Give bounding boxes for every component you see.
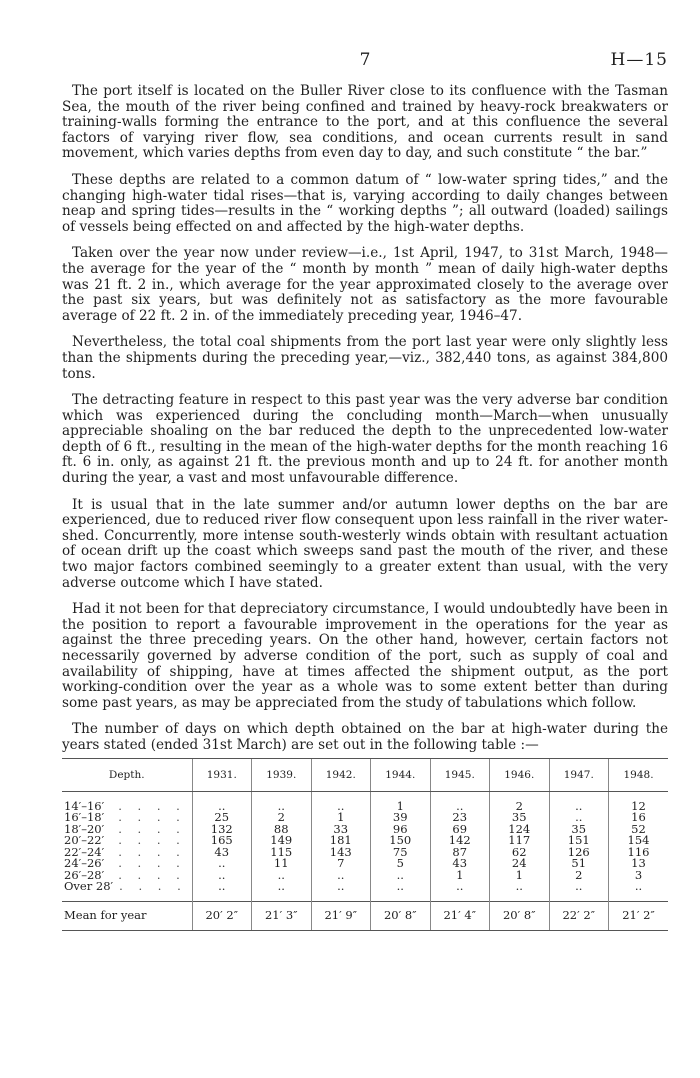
depth-range-label: 22′–24′ [64,844,105,859]
mean-cell: 21′ 4″ [430,901,490,930]
body-text [62,84,668,754]
table-cell: 116 [609,847,669,859]
table-cell: 150 [371,835,431,847]
table-body [62,791,668,901]
paragraph: These depths are related to a common datum of “ low-water spring tides,” and the changing high-water tidal rises—that is, varying according to daily changes between neap and spring tides—results in the “ working depths ”; all outward (loaded) sailings of vessels being effected on and affected by the high-water depths. [62,171,668,235]
paragraph: The number of days on which depth obtained on the bar at high-water during the years stated (ended 31st March) are set out in the following table :— [62,721,668,753]
depth-range-label: 24′–26′ [64,856,105,871]
mean-cell: 20′ 8″ [371,901,431,930]
table-cell: .. [609,881,669,901]
table-cell: 75 [371,847,431,859]
paragraph: Taken over the year now under review—i.e., 1st April, 1947, to 31st March, 1948— the average for the year of the “ month by month ” mean of daily high-water depths was 21 ft. 2 in., which average for the year approximated closely to the average over the past six years, but was definitely not as satisfactory as the more favourable average of 22 ft. 2 in. of the immediately preceding year, 1946–47. [62,245,668,324]
depth-range-label: 16′–18′ [64,810,105,825]
table-cell: 2 [490,791,550,812]
table-cell: 12 [609,791,669,812]
table-cell: 96 [371,824,431,836]
table-cell: 88 [252,824,312,836]
depth-range-cell [62,881,192,901]
leader-dots: . . . . [118,798,186,813]
leader-dots: . . . . [118,810,186,825]
column-header: 1939. [252,758,312,791]
page-header [62,50,668,84]
table-cell: .. [311,870,371,882]
depth-range-label: 18′–20′ [64,821,105,836]
table-cell: 87 [430,847,490,859]
table-cell: 43 [192,847,252,859]
depth-range-label: Over 28′ [64,879,114,894]
table-cell: 7 [311,858,371,870]
table-cell: 1 [371,791,431,812]
table-cell: .. [252,791,312,812]
column-header: 1947. [549,758,609,791]
paragraph: It is usual that in the late summer and/or autumn lower depths on the bar are experienced, due to reduced river flow consequent upon less rainfall in the river water-shed. Concurrently, more intense south-westerly winds obtain with resultant actuation of ocean drift up the coast which sweeps sand past the mouth of the river, and these two major factors combined seemingly to a greater extent than usual, with the very adverse outcome which I have stated. [62,496,668,591]
depth-range-label: 14′–16′ [64,798,105,813]
table-cell: .. [549,881,609,901]
table-row [62,881,668,901]
document-page [62,50,668,931]
table-cell: 33 [311,824,371,836]
table-cell: 181 [311,835,371,847]
table-cell: 43 [430,858,490,870]
leader-dots: . . . . [118,844,186,859]
document-reference: H—15 [610,50,668,70]
table-cell: 149 [252,835,312,847]
table-cell: 52 [609,824,669,836]
column-header: 1945. [430,758,490,791]
column-header: 1944. [371,758,431,791]
table-cell: 5 [371,858,431,870]
depth-range-label: 20′–22′ [64,833,105,848]
column-header: 1931. [192,758,252,791]
mean-cell: 21′ 2″ [609,901,669,930]
table-cell: 23 [430,812,490,824]
table-cell: .. [430,881,490,901]
table-cell: 35 [549,824,609,836]
table-cell: 13 [609,858,669,870]
mean-cell: 21′ 9″ [311,901,371,930]
mean-row [62,901,668,930]
leader-dots: . . . . [118,856,186,871]
column-header: 1942. [311,758,371,791]
table-cell: .. [371,881,431,901]
leader-dots: . . . . [118,867,186,882]
mean-cell: 20′ 2″ [192,901,252,930]
table-cell: .. [311,881,371,901]
mean-label: Mean for year [62,901,192,930]
mean-cell: 22′ 2″ [549,901,609,930]
table-cell: 24 [490,858,550,870]
table-cell: 154 [609,835,669,847]
depth-range-label: 26′–28′ [64,867,105,882]
table-header-row [62,758,668,791]
table-cell: 142 [430,835,490,847]
table-cell: 165 [192,835,252,847]
table-cell: .. [192,858,252,870]
leader-dots: . . . . [118,833,186,848]
table-cell: .. [192,791,252,812]
table-row [62,791,668,812]
table-cell: 126 [549,847,609,859]
mean-cell: 20′ 8″ [490,901,550,930]
table-cell: .. [252,881,312,901]
table-cell: .. [311,791,371,812]
table-cell: .. [371,870,431,882]
depth-range-cell [62,791,192,812]
leader-dots: . . . . [118,821,186,836]
table-cell: 124 [490,824,550,836]
table-cell: 2 [252,812,312,824]
table-cell: 69 [430,824,490,836]
bar-depth-table [62,758,668,931]
table-cell: .. [549,791,609,812]
table-cell: 143 [311,847,371,859]
paragraph: Nevertheless, the total coal shipments from the port last year were only slightly less than the shipments during the preceding year,—viz., 382,440 tons, as against 384,800 tons. [62,334,668,382]
column-header: Depth. [62,758,192,791]
table-cell: 35 [490,812,550,824]
paragraph: The detracting feature in respect to this past year was the very adverse bar condition which was experienced during the concluding month—March—when unusually appreciable shoaling on the bar reduced the depth to the unprecedented low-water depth of 6 ft., resulting in the mean of the high-water depths for the month reaching 16 ft. 6 in. only, as against 21 ft. the previous month and up to 24 ft. for another month during the year, a vast and most unfavourable difference. [62,392,669,487]
table-cell: .. [252,870,312,882]
table-cell: 1 [490,870,550,882]
leader-dots: . . . . [119,879,187,894]
table-cell: 2 [549,870,609,882]
mean-cell: 21′ 3″ [252,901,312,930]
table-cell: 1 [430,870,490,882]
paragraph: Had it not been for that depreciatory circumstance, I would undoubtedly have been in the position to report a favourable improvement in the operations for the year as against the three preceding years. On the other hand, however, certain factors not necessarily governed by adverse condition of the port, such as supply of coal and availability of shipping, have at times affected the shipment output, as the port working-condition over the year as a whole was to some extent better than during some past years, as may be appreciated from the study of tabulations which follow. [62,601,668,711]
table-cell: .. [192,881,252,901]
table-cell: .. [192,870,252,882]
table-cell: 151 [549,835,609,847]
table-cell: 117 [490,835,550,847]
table-cell: 62 [490,847,550,859]
column-header: 1946. [490,758,550,791]
table-cell: .. [430,791,490,812]
table-cell: 51 [549,858,609,870]
table-cell: 1 [311,812,371,824]
table-cell: .. [490,881,550,901]
paragraph: The port itself is located on the Buller River close to its confluence with the Tasman Sea, the mouth of the river being confined and trained by heavy-rock breakwaters or training-walls forming the entrance to the port, and at this confluence the several factors of varying river flow, sea conditions, and ocean currents result in sand movement, which varies depths from even day to day, and such constitute “ the bar.” [62,83,668,162]
table-cell: 25 [192,812,252,824]
table-cell: 132 [192,824,252,836]
table-cell: 115 [252,847,312,859]
table-cell: 16 [609,812,669,824]
table-cell: 39 [371,812,431,824]
table-cell: .. [549,812,609,824]
page-number: 7 [359,50,371,70]
column-header: 1948. [609,758,669,791]
table-cell: 3 [609,870,669,882]
table-cell: 11 [252,858,312,870]
